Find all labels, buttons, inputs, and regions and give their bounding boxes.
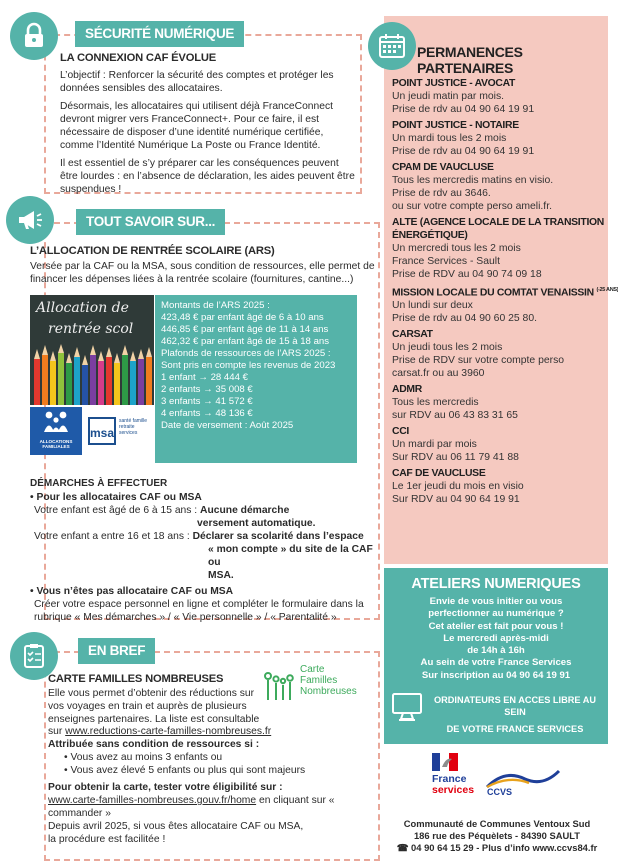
- enbref-bullet-1: • Vous avez au moins 3 enfants ou: [64, 752, 223, 763]
- tab-tout-savoir: TOUT SAVOIR SUR...: [76, 209, 225, 235]
- ars-card-line: Montants de l’ARS 2025 :: [161, 300, 270, 311]
- permanence-entry: [392, 383, 606, 422]
- security-circle: [10, 12, 58, 60]
- permanence-entry: [392, 161, 606, 213]
- tab-securite: SÉCURITÉ NUMÉRIQUE: [75, 21, 244, 47]
- ars-card-line: Sont pris en compte les revenus de 2023: [161, 360, 336, 371]
- permanence-heading-wrap: [392, 284, 618, 299]
- enbref-p1: Elle vous permet d’obtenir des réductions sur vos voyages en train et auprès de plusieurs enseignes partenaires. La liste est consultable: [48, 688, 260, 725]
- permanence-heading: ADMR: [392, 384, 422, 396]
- msa-logo: [88, 417, 150, 455]
- permanence-heading: MISSION LOCALE DU COMTAT VENAISSIN: [392, 287, 594, 299]
- permanence-line: Prise de rdv au 04 90 64 19 91: [392, 104, 535, 115]
- permanence-heading: CAF DE VAUCLUSE: [392, 468, 486, 480]
- d1-age-16-18: Votre enfant a entre 16 et 18 ans :: [34, 531, 193, 542]
- permanence-entry: [392, 328, 606, 380]
- tab-en-bref: EN BREF: [78, 638, 155, 664]
- family-people-icon: [262, 670, 296, 702]
- ars-info-card: [155, 295, 357, 463]
- d1-msa: MSA.: [208, 570, 234, 581]
- ars-card-line: 1 enfant → 28 444 €: [161, 372, 248, 383]
- chalk-text-2: rentrée scol: [48, 321, 134, 337]
- familles-logo-familles: Familles: [300, 675, 338, 686]
- permanence-line: Prise de RDV sur votre compte perso: [392, 355, 565, 367]
- security-p2: Désormais, les allocataires qui utilisent déjà FranceConnect devront migrer vers FranceConnect+. Pour ce faire, il est nécessaire de disposer d’une identité numérique certifiée, comme l’Identité Numérique La Poste ou France Identité.: [60, 101, 333, 151]
- permanence-entry: [392, 119, 606, 158]
- permanence-heading: CCI: [392, 426, 409, 438]
- permanence-line: Prise de rdv au 04 90 60 25 80.: [392, 313, 537, 325]
- demarches-title: DÉMARCHES À EFFECTUER: [30, 478, 168, 489]
- ars-card-line: 462,32 € par enfant âgé de 15 à 18 ans: [161, 336, 330, 347]
- permanence-line: Tous les mercredis: [392, 397, 479, 409]
- d1-age-6-15: Votre enfant est âgé de 6 à 15 ans :: [34, 505, 201, 516]
- megaphone-circle: [6, 196, 54, 244]
- permanence-line: Sur RDV au 06 11 79 41 88: [392, 452, 519, 464]
- demarches-caf-msa: • Pour les allocataires CAF ou MSA: [30, 492, 202, 503]
- d1-mon-compte: « mon compte » du site de la CAF ou: [208, 544, 373, 568]
- megaphone-icon: [16, 208, 44, 232]
- permanence-entry: [392, 284, 618, 325]
- ccvs-mountain-icon: [485, 767, 561, 789]
- security-p1: L’objectif : Renforcer la sécurité des comptes et protéger les données sensibles des allocataires.: [60, 70, 334, 94]
- ccvs-text: CCVS: [487, 787, 513, 797]
- link-reductions[interactable]: www.reductions-carte-familles-nombreuses.fr: [65, 726, 272, 737]
- permanence-line: Tous les mercredis matins en visio.: [392, 175, 554, 186]
- d1-aucune-demarche: Aucune démarche: [200, 505, 290, 516]
- msa-logo-sub: santé famille retraite services: [119, 418, 148, 436]
- marianne-icon: [432, 753, 458, 771]
- permanence-line: Prise de rdv au 3646.: [392, 188, 491, 199]
- permanence-line: Un mardi tous les 2 mois: [392, 133, 507, 144]
- ateliers-libre-1: ORDINATEURS EN ACCES LIBRE AU SEIN: [434, 695, 596, 718]
- chalkboard-image: [30, 295, 154, 405]
- permanence-heading: POINT JUSTICE - NOTAIRE: [392, 120, 519, 131]
- ateliers-line: de 14h à 16h: [467, 645, 525, 657]
- security-heading: LA CONNEXION CAF ÉVOLUE: [60, 52, 216, 64]
- bullet-text: Vous avez élevé 5 enfants ou plus qui sont majeurs: [70, 765, 306, 776]
- familles-logo: [262, 658, 374, 708]
- chalk-text-1: Allocation de: [36, 300, 129, 316]
- familles-logo-carte: Carte: [300, 664, 325, 675]
- permanence-line: Le 1er jeudi du mois en visio: [392, 481, 524, 493]
- ateliers-line: Au sein de votre France Services: [420, 657, 572, 669]
- permanences-title: PERMANENCES PARTENAIRES: [417, 44, 523, 76]
- permanence-heading: POINT JUSTICE - AVOCAT: [392, 78, 516, 89]
- caf-logo: [30, 407, 82, 455]
- permanence-entry: [392, 425, 606, 464]
- enbref-final-1: Depuis avril 2025, si vous êtes allocataire CAF ou MSA,: [48, 821, 304, 832]
- d1-declarer: Déclarer sa scolarité dans l’espace: [192, 531, 364, 542]
- computer-icon: [390, 692, 424, 722]
- footer-line-3: 04 90 64 15 29 - Plus d’info www.ccvs84.fr: [411, 842, 598, 853]
- phone-icon: ☎: [396, 842, 409, 853]
- ars-intro: Versée par la CAF ou la MSA, sous condition de ressources, elle permet de financer les dépenses liées à la rentrée scolaire (fournitures, cantine...): [30, 261, 375, 285]
- ateliers-line: perfectionner au numérique ?: [428, 608, 564, 620]
- ars-card-line: 446,85 € par enfant âgé de 11 à 14 ans: [161, 324, 329, 335]
- permanence-entry: [392, 77, 606, 116]
- familles-logo-nombreuses: Nombreuses: [300, 686, 357, 697]
- permanence-entry: [392, 216, 606, 281]
- enbref-cliquant: en cliquant sur «: [256, 795, 335, 806]
- permanence-heading: CARSAT: [392, 329, 433, 341]
- permanence-line: Prise de rdv au 04 90 64 19 91: [392, 146, 535, 157]
- calendar-circle: [368, 22, 416, 70]
- permanence-line: Sur RDV au 04 90 64 19 91: [392, 494, 520, 506]
- ateliers-panel: [384, 568, 608, 744]
- calendar-icon: [378, 33, 406, 59]
- d1-versement-auto: versement automatique.: [197, 518, 316, 529]
- ateliers-line: Le mercredi après-midi: [443, 632, 549, 644]
- d2-text: Créer votre espace personnel en ligne et compléter le formulaire dans la rubrique « Mes démarches » / « Vie personnelle » / « Parentalité »: [34, 599, 364, 623]
- caf-logo-text: ALLOCATIONS FAMILIALES: [39, 439, 73, 450]
- link-carte-familles[interactable]: www.carte-familles-nombreuses.gouv.fr/home: [48, 795, 257, 806]
- permanence-line: Un mardi par mois: [392, 439, 477, 451]
- enbref-obtenir: Pour obtenir la carte, tester votre éligibilité sur :: [48, 782, 283, 793]
- permanence-line: Un jeudi tous les 2 mois: [392, 342, 503, 354]
- ateliers-line: Sur inscription au 04 90 64 19 91: [421, 669, 571, 681]
- france-services-logo: [428, 753, 480, 807]
- ateliers-libre-2: DE VOTRE FRANCE SERVICES: [446, 723, 584, 734]
- ars-card-line: Date de versement : Août 2025: [161, 420, 294, 431]
- enbref-sur: sur: [48, 726, 66, 737]
- pencils-illustration: [30, 347, 154, 405]
- lock-icon: [22, 23, 46, 49]
- permanences-list: [392, 77, 618, 506]
- footer-line-2: 186 rue des Péquèlets - 84390 SAULT: [413, 830, 581, 841]
- permanence-heading: CPAM DE VAUCLUSE: [392, 162, 494, 173]
- permanence-entry: [392, 467, 606, 506]
- permanence-sup: (-25 ANS): [596, 287, 618, 293]
- permanence-line: France Services - Sault: [392, 256, 500, 267]
- ars-card-line: 3 enfants → 41 572 €: [161, 396, 253, 407]
- permanence-line: Prise de RDV au 04 90 74 09 18: [392, 269, 542, 280]
- permanence-line: ou sur votre compte perso ameli.fr.: [392, 201, 552, 212]
- footer-line-1: Communauté de Communes Ventoux Sud: [403, 818, 591, 829]
- demarches-non-allocataire: • Vous n’êtes pas allocataire CAF ou MSA: [30, 586, 234, 597]
- enbref-bullet-2: • Vous avez élevé 5 enfants ou plus qui sont majeurs: [64, 765, 306, 776]
- enbref-final-2: la procédure est facilitée !: [48, 834, 166, 845]
- ars-card-line: Plafonds de ressources de l’ARS 2025 :: [161, 348, 331, 359]
- permanence-line: sur RDV au 06 43 83 31 65: [392, 410, 518, 422]
- enbref-commander: commander »: [48, 808, 111, 819]
- bullet-text: Vous avez au moins 3 enfants ou: [70, 752, 223, 763]
- ateliers-line: Cet atelier est fait pour vous !: [428, 620, 564, 632]
- ars-card-line: 4 enfants → 48 136 €: [161, 408, 253, 419]
- enbref-heading: CARTE FAMILLES NOMBREUSES: [48, 673, 224, 685]
- ccvs-logo: [485, 767, 561, 801]
- france-services-l1: France: [432, 773, 467, 785]
- msa-logo-mark: msa: [88, 417, 116, 445]
- checklist-icon: [21, 643, 47, 669]
- enbref-attribuee: Attribuée sans condition de ressources si :: [48, 739, 260, 750]
- ars-heading: L’ALLOCATION DE RENTRÉE SCOLAIRE (ARS): [30, 245, 275, 257]
- ateliers-title: ATELIERS NUMERIQUES: [411, 576, 581, 592]
- permanence-line: Un lundi sur deux: [392, 300, 473, 312]
- france-services-l2: services: [432, 784, 475, 796]
- security-p3: Il est essentiel de s’y préparer car les conséquences peuvent être lourdes : en l’absence de déclaration, les aides peuvent être suspendues !: [60, 158, 355, 195]
- ars-card-line: 2 enfants → 35 008 €: [161, 384, 253, 395]
- permanence-line: Un mercredi tous les 2 mois: [392, 243, 521, 254]
- ateliers-line: Envie de vous initier ou vous: [429, 596, 563, 607]
- ars-card-line: 423,48 € par enfant âgé de 6 à 10 ans: [161, 312, 324, 323]
- permanence-line: Un jeudi matin par mois.: [392, 91, 505, 102]
- family-icon: [41, 410, 71, 434]
- permanence-heading: ALTE (AGENCE LOCALE DE LA TRANSITION ÉNERGÉTIQUE): [392, 217, 605, 241]
- permanence-line: carsat.fr ou au 3960: [392, 368, 485, 380]
